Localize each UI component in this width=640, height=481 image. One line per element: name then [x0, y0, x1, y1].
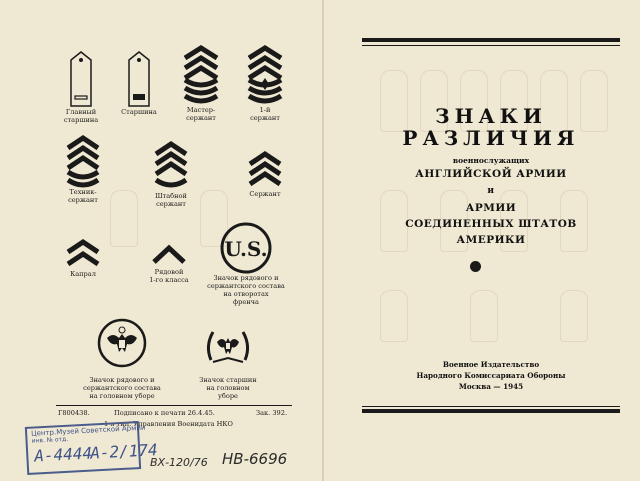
publisher-line2: Народного Комиссариата Обороны	[416, 371, 566, 380]
title-line1: ЗНАКИ	[435, 104, 547, 128]
pencil-inventory-2: НВ-6696	[222, 450, 288, 468]
chevron-rockers-icon	[182, 44, 220, 106]
sergeant-major-cap-badge-label: Значок старшин на головном уборе	[199, 376, 257, 400]
title-line3: военнослужащих	[452, 156, 530, 165]
fold-line	[322, 0, 324, 481]
ghost-shape	[380, 290, 408, 342]
stamp-number2: А-2/174	[89, 440, 159, 463]
ornament-dot	[470, 261, 481, 272]
corporal-label: Капрал	[70, 270, 96, 278]
first-sergeant-label: 1-й сержант	[250, 106, 280, 122]
publisher-line1: Военное Издательство	[442, 360, 540, 369]
imprint-signed: Подписано к печати 26.4.45.	[114, 409, 215, 417]
chief-master-sergeant-label: Главный старшина	[63, 108, 99, 124]
chevron-three-icon	[247, 150, 283, 190]
ghost-shape	[110, 190, 138, 247]
title-line4: АНГЛИЙСКОЙ АРМИИ	[415, 168, 567, 180]
sergeant-major-label: Старшина	[121, 108, 157, 116]
corporal-insignia	[58, 236, 108, 278]
chevron-two-icon	[65, 236, 101, 270]
first-sergeant-insignia	[238, 44, 292, 122]
shoulder-strap-icon	[127, 50, 151, 108]
enlisted-cap-badge-insignia	[72, 318, 172, 400]
title-line2: РАЗЛИЧИЯ	[402, 126, 580, 150]
ghost-shape	[470, 290, 498, 342]
staff-sergeant-label: Штабной сержант	[155, 192, 187, 208]
collar-badge-letters: U.S.	[224, 237, 268, 261]
collar-badge-label: Значок рядового и сержантского состава на отворотах френча	[207, 274, 285, 306]
ghost-shape	[560, 290, 588, 342]
chevron-one-icon	[151, 240, 187, 268]
imprint-number: Г800438.	[58, 409, 90, 417]
private-first-class-insignia	[140, 240, 198, 284]
top-rule-thin	[362, 45, 620, 46]
top-rule-thick	[362, 38, 620, 42]
master-sergeant-insignia	[174, 44, 228, 122]
imprint-printer: 1-я тип. Управления Военидата НКО	[104, 420, 233, 428]
bottom-rule-thick	[362, 409, 620, 413]
collar-badge-insignia	[196, 222, 296, 306]
eagle-disc-icon	[97, 318, 147, 368]
chevron-rocker-icon	[153, 140, 189, 192]
title-line7: СОЕДИНЕННЫХ ШТАТОВ	[405, 218, 577, 230]
chevron-diamond-icon	[246, 44, 284, 106]
us-collar-disc-icon	[220, 222, 272, 274]
stamp-number1: А-4444	[33, 443, 93, 466]
title-line5: и	[487, 186, 495, 196]
stamp-line1: Центр.Музей Советской Армии	[30, 423, 146, 438]
pencil-inventory-1: ВХ-120/76	[150, 456, 208, 469]
shoulder-strap-icon	[69, 50, 93, 108]
enlisted-cap-badge-label: Значок рядового и сержантского состава на головном уборе	[83, 376, 161, 400]
sergeant-major-cap-badge-insignia	[182, 322, 274, 400]
publisher-line3: Москва — 1945	[458, 382, 524, 391]
sergeant-major-insignia	[116, 50, 162, 116]
title-line8: АМЕРИКИ	[456, 234, 526, 246]
staff-sergeant-insignia	[144, 140, 198, 208]
sergeant-insignia	[240, 150, 290, 198]
master-sergeant-label: Мастер- сержант	[186, 106, 216, 122]
sergeant-label: Сержант	[249, 190, 281, 198]
title-line6: АРМИИ	[465, 202, 517, 214]
bottom-rule-thin	[362, 406, 620, 407]
technical-sergeant-label: Техник- сержант	[68, 188, 98, 204]
technical-sergeant-insignia	[56, 134, 110, 204]
museum-stamp	[25, 421, 159, 475]
eagle-wreath-icon	[203, 322, 253, 366]
imprint-rule	[56, 405, 292, 406]
chief-master-sergeant-insignia	[58, 50, 104, 124]
imprint-order: Зак. 392.	[256, 409, 288, 417]
private-first-class-label: Рядовой 1-го класса	[149, 268, 189, 284]
chevron-rockers-icon	[65, 134, 101, 188]
stamp-line2: инв. № отд.	[31, 435, 69, 445]
